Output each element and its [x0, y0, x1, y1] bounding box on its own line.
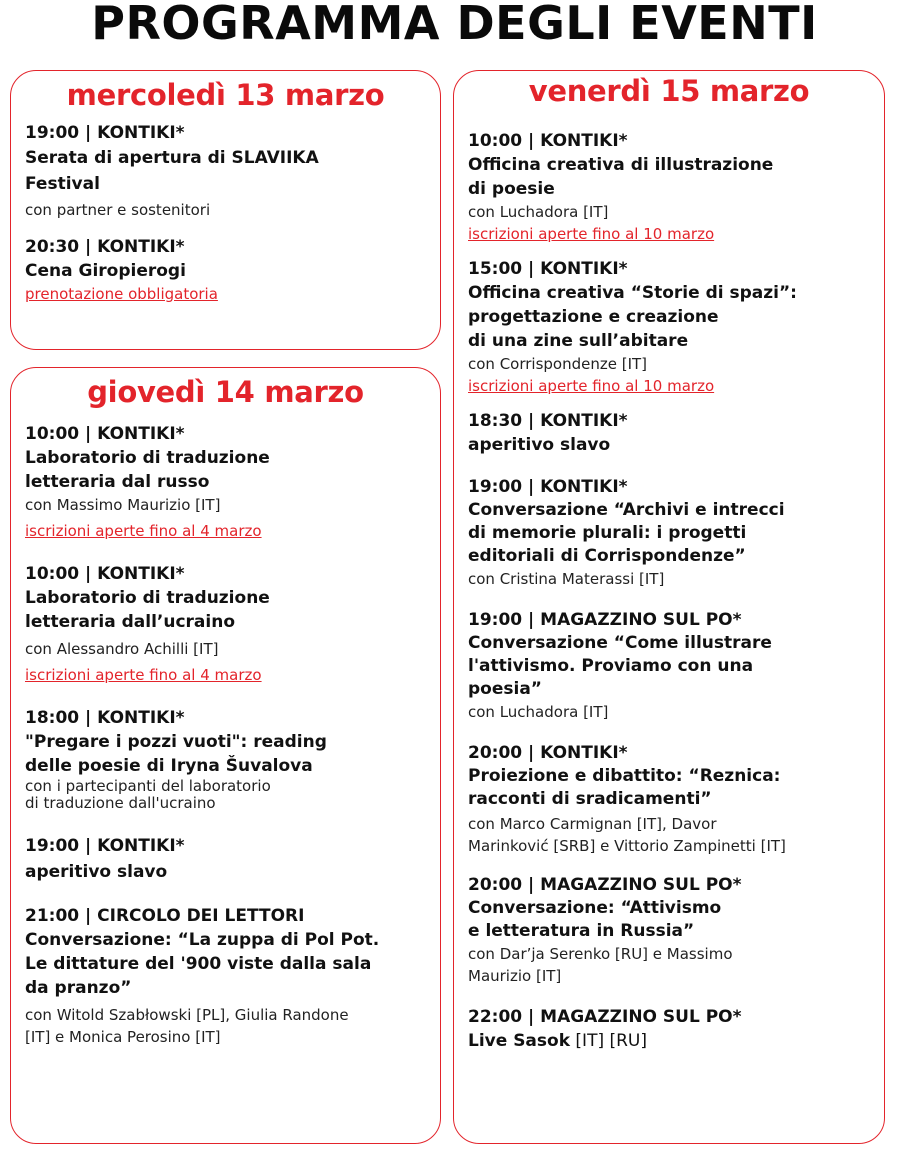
event-title: Serata di apertura di SLAVIIKA Festival: [25, 148, 319, 194]
day-heading: mercoledì 13 marzo: [66, 78, 385, 112]
event-title: Conversazione: “La zuppa di Pol Pot. Le dittature del '900 viste dalla sala da pranzo”: [25, 930, 380, 998]
event-title: Conversazione “Come illustrare l'attivismo. Proviamo con una poesia”: [468, 633, 772, 699]
event-time-venue: 19:00 | KONTIKI*: [468, 477, 628, 497]
event-title: Officina creativa “Storie di spazi”: progettazione e creazione di una zine sull’abitare: [468, 283, 797, 351]
event-item: [468, 873, 870, 987]
event-guests: con Alessandro Achilli [IT]: [25, 640, 219, 658]
event-item: [25, 706, 426, 812]
event-guests: con Massimo Maurizio [IT]: [25, 496, 221, 514]
event-time-venue: 20:30 | KONTIKI*: [25, 237, 185, 257]
event-time-venue: 15:00 | KONTIKI*: [468, 259, 628, 279]
event-guests: con Marco Carmignan [IT], Davor Marinković [SRB] e Vittorio Zampinetti [IT]: [468, 815, 786, 855]
event-guests: con Corrispondenze [IT]: [468, 355, 648, 373]
page-title: PROGRAMMA DEGLI EVENTI: [91, 0, 818, 50]
event-title: [468, 1029, 870, 1053]
event-guests: con Luchadora [IT]: [468, 703, 609, 721]
event-guests: con Witold Szabłowski [PL], Giulia Randone [IT] e Monica Perosino [IT]: [25, 1006, 349, 1046]
event-time-venue: 18:00 | KONTIKI*: [25, 708, 185, 728]
event-title: Conversazione “Archivi e intrecci di memorie plurali: i progetti editoriali di Corrispondenze”: [468, 500, 785, 566]
event-item: [468, 129, 870, 245]
day-heading: venerdì 15 marzo: [528, 74, 810, 108]
event-time-venue: 18:30 | KONTIKI*: [468, 411, 628, 431]
event-time-venue: 19:00 | MAGAZZINO SUL PO*: [468, 610, 742, 630]
event-guests: con Dar’ja Serenko [RU] e Massimo Maurizio [IT]: [468, 945, 733, 985]
event-guests: con Cristina Materassi [IT]: [468, 570, 665, 588]
event-guests: con Luchadora [IT]: [468, 203, 609, 221]
day-box-thursday: [10, 367, 441, 1144]
event-title: Laboratorio di traduzione letteraria dal russo: [25, 448, 270, 492]
event-time-venue: 19:00 | KONTIKI*: [25, 836, 185, 856]
event-item: [468, 475, 870, 590]
event-item: [468, 741, 870, 857]
event-title: "Pregare i pozzi vuoti": reading delle poesie di Iryna Šuvalova: [25, 732, 327, 776]
event-time-venue: 10:00 | KONTIKI*: [25, 564, 185, 584]
event-time-venue: 10:00 | KONTIKI*: [468, 131, 628, 151]
event-item: [25, 422, 426, 542]
event-item: [25, 562, 426, 686]
registration-link[interactable]: iscrizioni aperte fino al 10 marzo: [468, 225, 715, 243]
event-time-venue: 10:00 | KONTIKI*: [25, 424, 185, 444]
registration-link[interactable]: iscrizioni aperte fino al 4 marzo: [25, 522, 262, 540]
event-item: [468, 257, 870, 397]
event-time-venue: 22:00 | MAGAZZINO SUL PO*: [468, 1007, 742, 1027]
event-item: [468, 409, 870, 457]
event-title-main: Live Sasok: [468, 1031, 571, 1051]
event-title: Proiezione e dibattito: “Reznica: racconti di sradicamenti”: [468, 766, 781, 809]
event-title: Officina creativa di illustrazione di poesie: [468, 155, 774, 199]
day-box-friday: [453, 70, 885, 1144]
event-guests: con partner e sostenitori: [25, 201, 211, 219]
booking-link[interactable]: prenotazione obbligatoria: [25, 285, 218, 303]
event-item: [25, 235, 426, 305]
registration-link[interactable]: iscrizioni aperte fino al 4 marzo: [25, 666, 262, 684]
event-title: aperitivo slavo: [468, 435, 611, 455]
event-guests: con i partecipanti del laboratorio di traduzione dall'ucraino: [25, 777, 271, 812]
event-item: [25, 834, 426, 884]
event-item: [468, 608, 870, 723]
event-title: aperitivo slavo: [25, 862, 168, 882]
event-time-venue: 19:00 | KONTIKI*: [25, 123, 185, 143]
event-item: [25, 121, 426, 221]
event-time-venue: 20:00 | MAGAZZINO SUL PO*: [468, 875, 742, 895]
event-item: [468, 1005, 870, 1053]
event-title: Laboratorio di traduzione letteraria dall’ucraino: [25, 588, 270, 632]
event-time-venue: 21:00 | CIRCOLO DEI LETTORI: [25, 906, 305, 926]
event-time-venue: 20:00 | KONTIKI*: [468, 743, 628, 763]
event-item: [25, 904, 426, 1048]
event-title-suffix: [IT] [RU]: [570, 1031, 648, 1051]
day-box-wednesday: [10, 70, 441, 350]
event-title: Conversazione: “Attivismo e letteratura in Russia”: [468, 898, 722, 941]
day-heading: giovedì 14 marzo: [87, 375, 364, 409]
event-title: Cena Giropierogi: [25, 261, 186, 281]
registration-link[interactable]: iscrizioni aperte fino al 10 marzo: [468, 377, 715, 395]
